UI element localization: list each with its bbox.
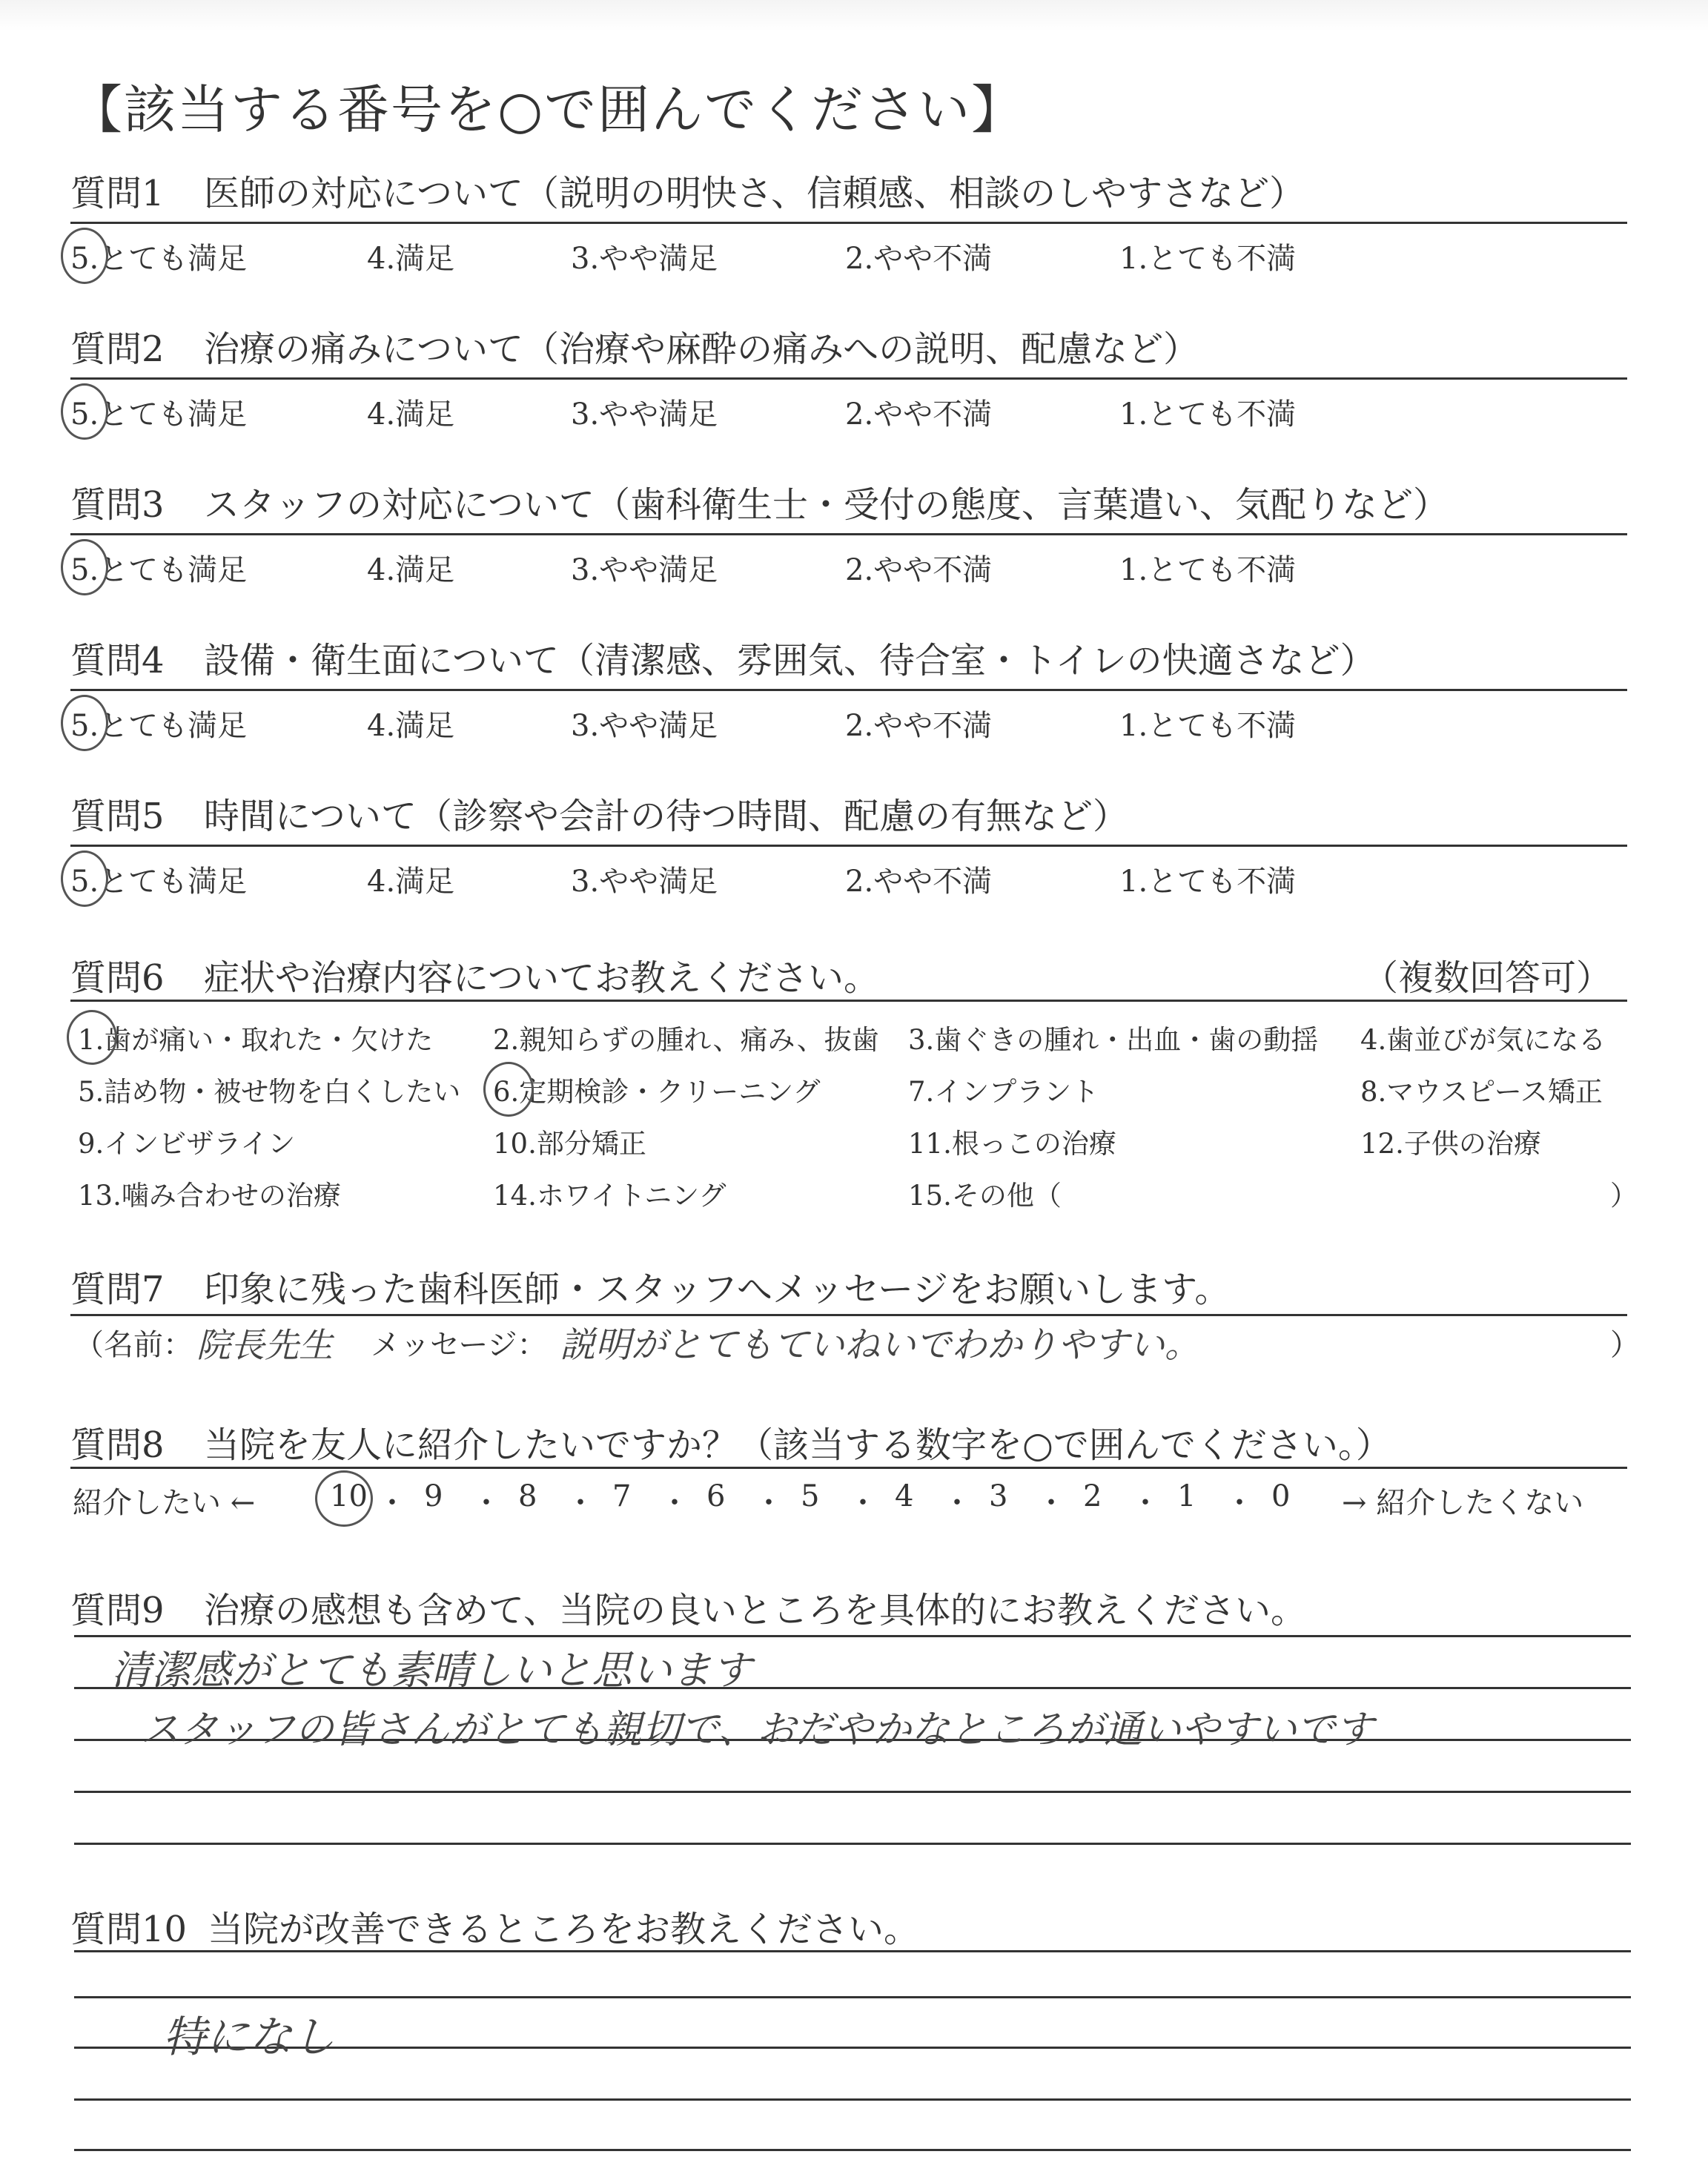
q1-option-5[interactable]: 5.とても満足 [70,242,248,276]
q10-line-4 [74,2098,1631,2101]
q7-text: 印象に残った歯科医師・スタッフへメッセージをお願いします。 [204,1269,1231,1310]
q8-separator-13: ・ [942,1486,972,1520]
q8-value-5[interactable]: 5 [801,1479,820,1513]
q3-option-4[interactable]: 4.満足 [367,553,455,587]
q9-answer-line2[interactable]: スタッフの皆さんがとても親切で、おだやかなところが通いやすいです [141,1708,1374,1752]
q4-option-4[interactable]: 4.満足 [367,709,455,743]
q5-option-2[interactable]: 2.やや不満 [845,865,993,899]
q6-option-8[interactable]: 8.マウスピース矯正 [1360,1076,1603,1108]
q8-underline [70,1467,1627,1469]
q5-underline [70,845,1627,847]
q6-selected-circle-1 [67,1010,117,1065]
q6-option-16: ） [1610,1180,1638,1212]
q6-label: 質問6 [70,957,165,999]
q8-separator-11: ・ [848,1486,878,1520]
q8-value-2[interactable]: 2 [1083,1479,1102,1513]
q7-message-label: メッセージ： [371,1328,547,1362]
q6-option-14[interactable]: 14.ホワイトニング [493,1180,726,1212]
q10-line-5 [74,2149,1631,2151]
q8-separator-5: ・ [566,1486,595,1520]
q5-text: 時間について（診察や会計の待つ時間、配慮の有無など） [204,796,1129,837]
q6-option-9[interactable]: 9.インビザライン [78,1128,296,1160]
q8-label: 質問8 [70,1424,165,1466]
q2-underline [70,377,1627,380]
q6-selected-circle-6 [483,1062,534,1117]
q8-right-label: → 紹介したくない [1342,1486,1584,1520]
q2-option-5[interactable]: 5.とても満足 [70,397,248,432]
q8-selected-circle [315,1470,373,1527]
q4-option-2[interactable]: 2.やや不満 [845,709,993,743]
q5-option-4[interactable]: 4.満足 [367,865,455,899]
q5-option-3[interactable]: 3.やや満足 [571,865,718,899]
q6-note: （複数回答可） [1363,957,1612,999]
q8-value-1[interactable]: 1 [1177,1479,1196,1513]
q5-selected-circle [61,851,108,907]
q6-option-2[interactable]: 2.親知らずの腫れ、痛み、抜歯 [493,1024,879,1056]
q5-option-5[interactable]: 5.とても満足 [70,865,248,899]
q3-option-2[interactable]: 2.やや不満 [845,553,993,587]
q8-separator-15: ・ [1036,1486,1066,1520]
q8-separator-17: ・ [1131,1486,1160,1520]
q6-option-1[interactable]: 1.歯が痛い・取れた・欠けた [78,1024,434,1056]
q6-option-6[interactable]: 6.定期検診・クリーニング [493,1076,821,1108]
q8-value-9[interactable]: 9 [424,1479,443,1513]
q4-text: 設備・衛生面について（清潔感、雰囲気、待合室・トイレの快適さなど） [204,640,1376,681]
q6-text: 症状や治療内容についてお教えください。 [204,957,880,999]
q5-label: 質問5 [70,796,165,837]
q3-option-3[interactable]: 3.やや満足 [571,553,718,587]
q1-selected-circle [61,228,108,284]
q8-text: 当院を友人に紹介したいですか？（該当する数字を○で囲んでください。） [204,1424,1391,1466]
q9-label: 質問9 [70,1590,165,1631]
q1-text: 医師の対応について（説明の明快さ、信頼感、相談のしやすさなど） [204,173,1305,214]
q5-option-1[interactable]: 1.とても不満 [1119,865,1297,899]
q4-label: 質問4 [70,640,165,681]
q8-value-6[interactable]: 6 [706,1479,726,1513]
q4-option-5[interactable]: 5.とても満足 [70,709,248,743]
q7-name-value[interactable]: 院長先生 [196,1325,333,1365]
q6-option-13[interactable]: 13.噛み合わせの治療 [78,1180,341,1212]
q6-option-5[interactable]: 5.詰め物・被せ物を白くしたい [78,1076,461,1108]
q2-option-2[interactable]: 2.やや不満 [845,397,993,432]
q8-value-8[interactable]: 8 [518,1479,537,1513]
q7-message-value[interactable]: 説明がとてもていねいでわかりやすい。 [560,1324,1201,1366]
q7-label: 質問7 [70,1269,165,1310]
q8-value-0[interactable]: 0 [1271,1479,1291,1513]
q6-option-4[interactable]: 4.歯並びが気になる [1360,1024,1606,1056]
q3-text: スタッフの対応について（歯科衛生士・受付の態度、言葉遣い、気配りなど） [204,484,1449,526]
q8-separator-9: ・ [754,1486,784,1520]
q7-name-label: （名前： [74,1328,193,1362]
q6-option-10[interactable]: 10.部分矯正 [493,1128,646,1160]
q2-option-4[interactable]: 4.満足 [367,397,455,432]
q10-line-2 [74,1996,1631,1998]
q6-underline [70,1000,1627,1002]
q4-option-3[interactable]: 3.やや満足 [571,709,718,743]
q6-option-7[interactable]: 7.インプラント [908,1076,1099,1108]
q8-value-4[interactable]: 4 [895,1479,914,1513]
q9-answer-line1[interactable]: 清潔感がとても素晴しいと思います [111,1647,752,1694]
q3-option-1[interactable]: 1.とても不満 [1119,553,1297,587]
q2-option-1[interactable]: 1.とても不満 [1119,397,1297,432]
q6-option-11[interactable]: 11.根っこの治療 [908,1128,1116,1160]
q9-line-1 [74,1635,1631,1637]
q1-underline [70,222,1627,224]
q2-text: 治療の痛みについて（治療や麻酔の痛みへの説明、配慮など） [204,328,1199,370]
q4-selected-circle [61,695,108,751]
q8-separator-3: ・ [471,1486,501,1520]
q9-line-5 [74,1843,1631,1845]
scan-top-band [0,0,1708,31]
q9-text: 治療の感想も含めて、当院の良いところを具体的にお教えください。 [204,1590,1307,1631]
q9-line-4 [74,1791,1631,1793]
q10-line-1 [74,1950,1631,1952]
q2-label: 質問2 [70,328,165,370]
q10-answer[interactable]: 特になし [163,2012,336,2062]
q8-value-10[interactable]: 10 [330,1479,368,1513]
q1-option-4[interactable]: 4.満足 [367,242,455,276]
q4-underline [70,689,1627,691]
q3-label: 質問3 [70,484,165,526]
q1-option-2[interactable]: 2.やや不満 [845,242,993,276]
q8-value-7[interactable]: 7 [612,1479,632,1513]
q6-option-3[interactable]: 3.歯ぐきの腫れ・出血・歯の動揺 [908,1024,1319,1056]
q8-value-3[interactable]: 3 [989,1479,1008,1513]
q3-selected-circle [61,539,108,595]
q8-left-label: 紹介したい ← [73,1486,256,1520]
q2-option-3[interactable]: 3.やや満足 [571,397,718,432]
q7-close-paren: ） [1610,1328,1640,1362]
q4-option-1[interactable]: 1.とても不満 [1119,709,1297,743]
form-title: 【該当する番号を○で囲んでください】 [70,79,1025,140]
q8-separator-1: ・ [377,1486,407,1520]
q10-label: 質問10 [70,1909,188,1950]
q3-option-5[interactable]: 5.とても満足 [70,553,248,587]
q1-option-1[interactable]: 1.とても不満 [1119,242,1297,276]
q8-separator-7: ・ [660,1486,689,1520]
q6-option-12[interactable]: 12.子供の治療 [1360,1128,1541,1160]
q2-selected-circle [61,383,108,440]
q1-label: 質問1 [70,173,165,214]
q1-option-3[interactable]: 3.やや満足 [571,242,718,276]
q6-option-15[interactable]: 15.その他（ [908,1180,1062,1212]
q3-underline [70,533,1627,535]
q8-separator-19: ・ [1225,1486,1254,1520]
q10-text: 当院が改善できるところをお教えください。 [208,1909,920,1950]
